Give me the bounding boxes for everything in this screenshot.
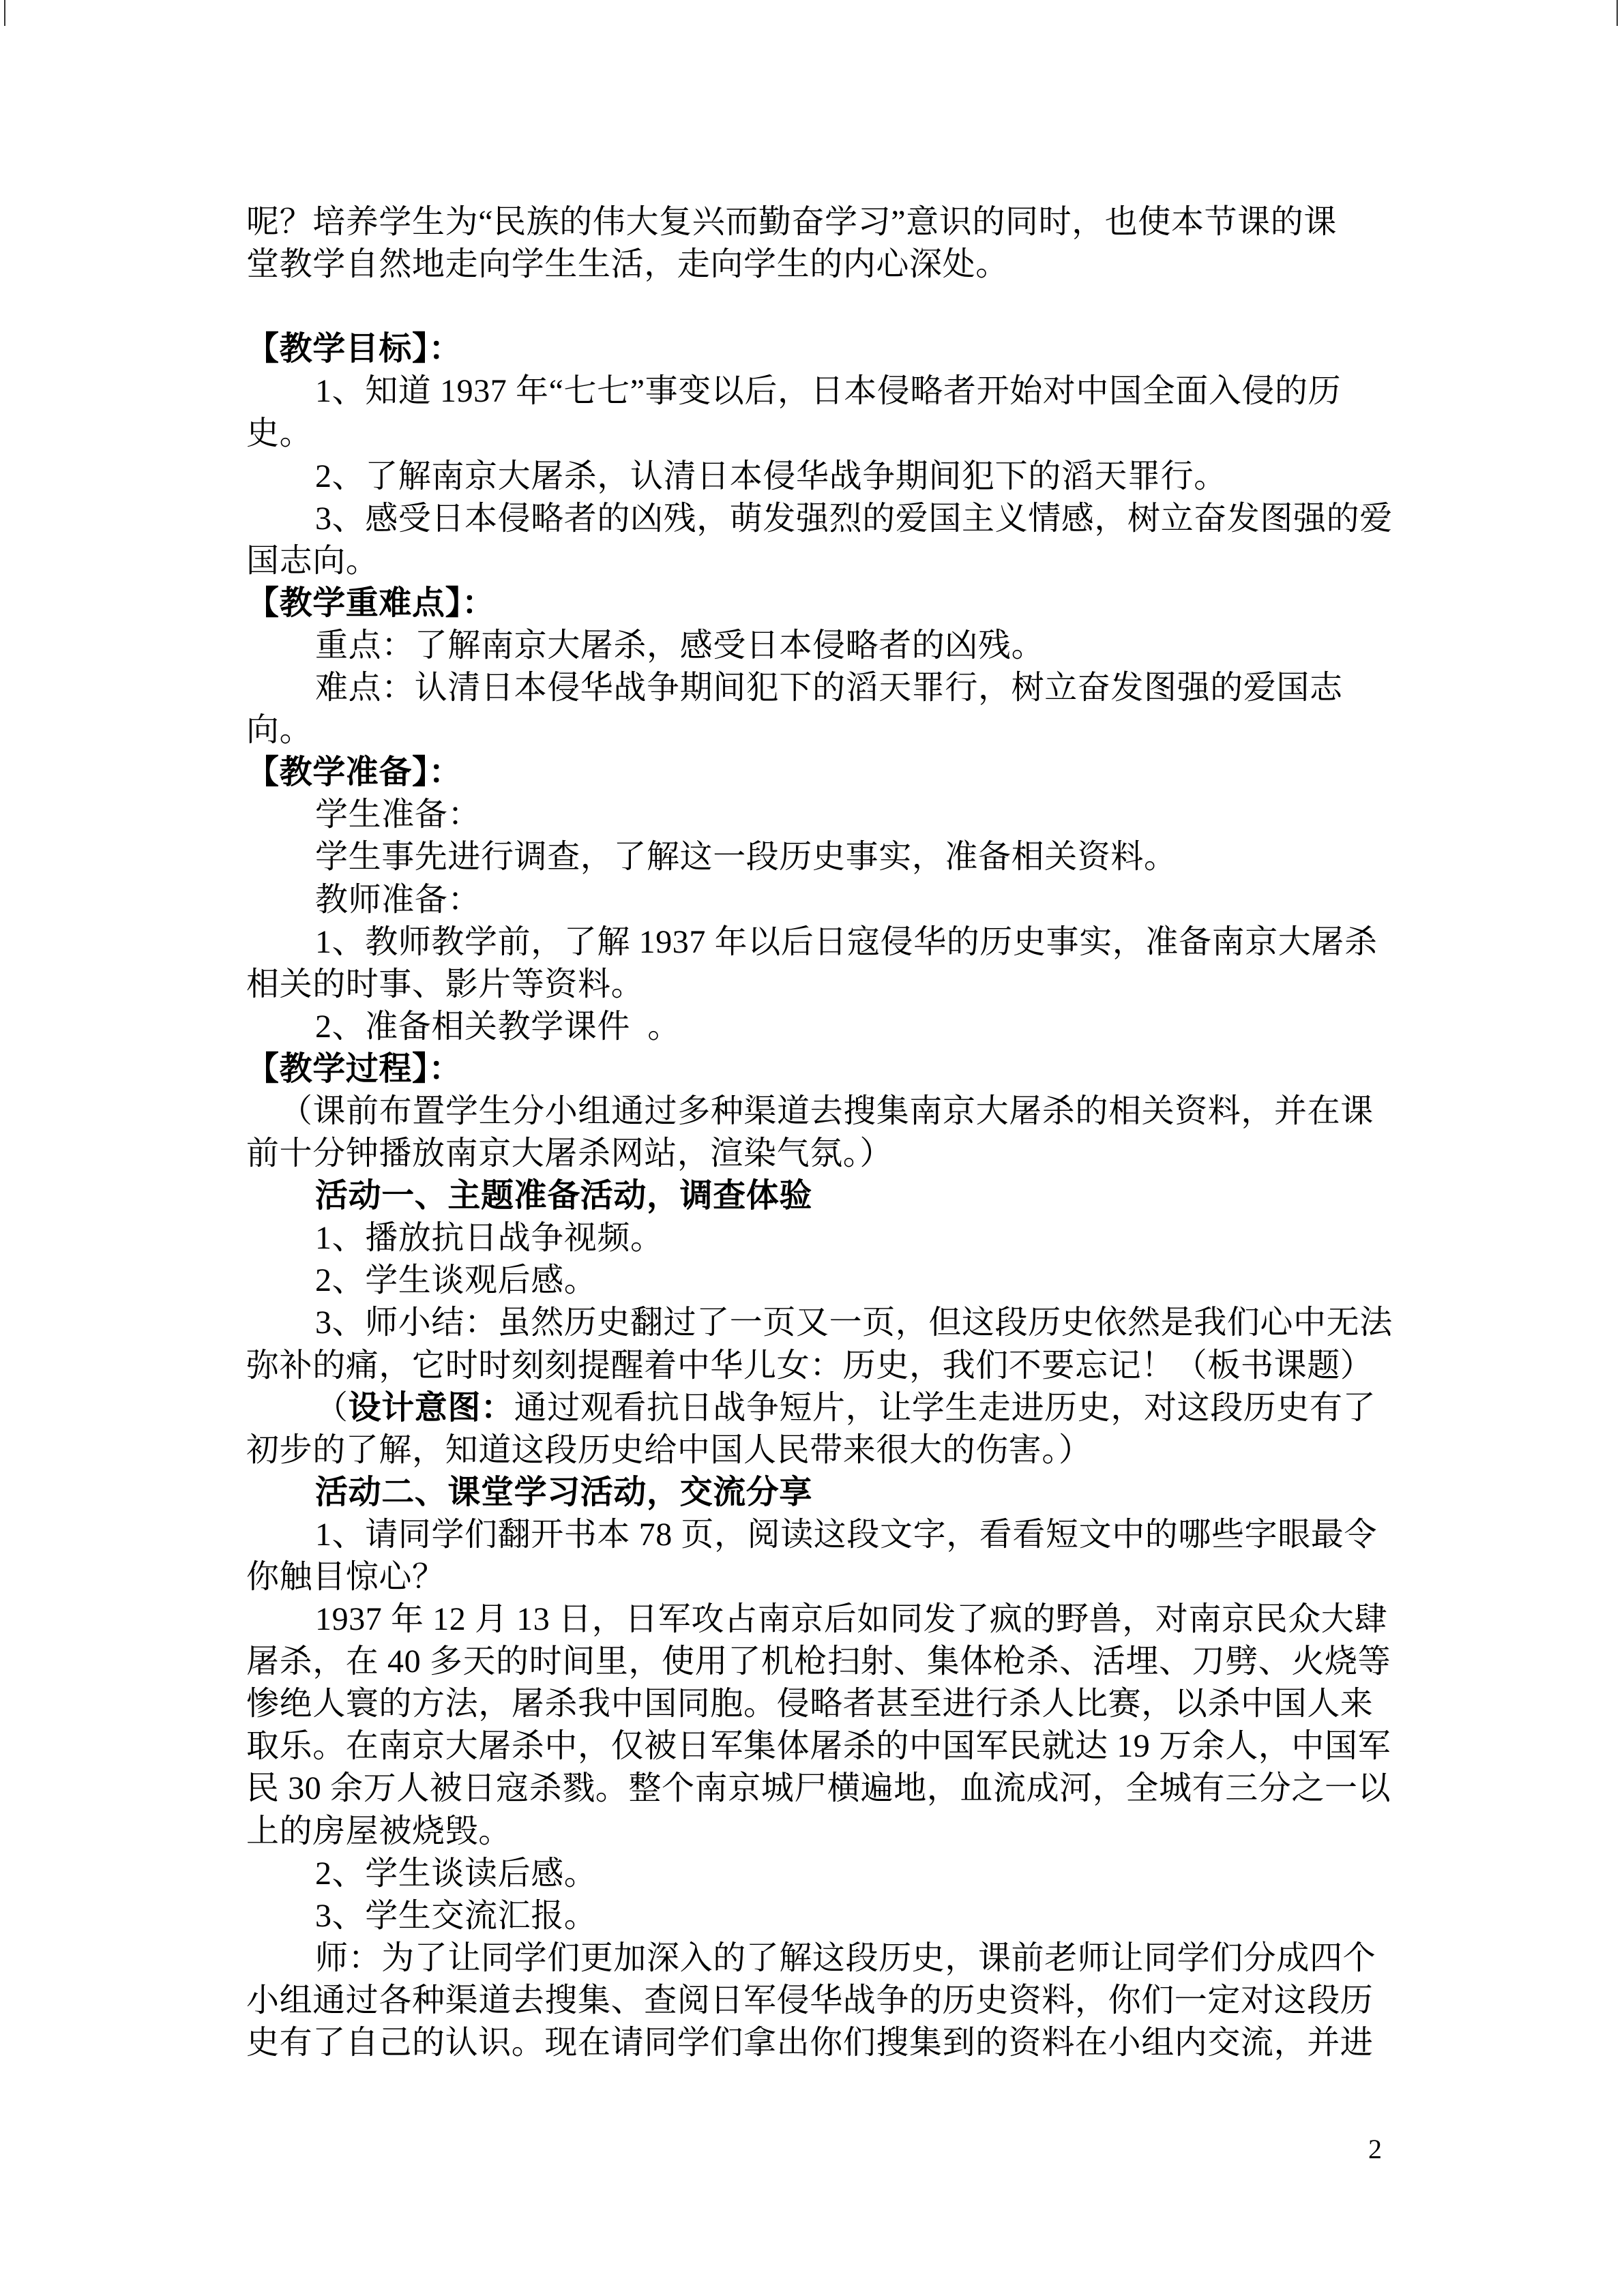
activity-2-title: 活动二、课堂学习活动，交流分享 xyxy=(315,1474,813,1510)
objective-item-line: 1、知道 1937 年“七七”事变以后，日本侵略者开始对中国全面入侵的历 xyxy=(315,373,1342,410)
activity-2-step-line: 3、学生交流汇报。 xyxy=(315,1897,597,1934)
design-intent-line xyxy=(246,1387,1406,1429)
reading-passage-line: 屠杀，在 40 多天的时间里，使用了机枪扫射、集体枪杀、活埋、刀劈、火烧等 xyxy=(246,1643,1391,1680)
key-point-line: 重点：了解南京大屠杀，感受日本侵略者的凶残。 xyxy=(315,627,1045,664)
crop-mark-left xyxy=(4,0,5,26)
teacher-preparation-label: 教师准备： xyxy=(315,881,482,918)
activity-1-step-line: 2、学生谈观后感。 xyxy=(315,1262,597,1299)
activity-1-step-line: 1、播放抗日战争视频。 xyxy=(315,1220,664,1257)
activity-1-step-line: 3、师小结：虽然历史翻过了一页又一页，但这段历史依然是我们心中无法 xyxy=(315,1304,1393,1341)
teacher-preparation-item-line: 相关的时事、影片等资料。 xyxy=(246,966,645,1002)
intro-line: 呢？培养学生为“民族的伟大复兴而勤奋学习”意识的同时，也使本节课的课 xyxy=(246,204,1338,240)
activity-2-step-line: 2、学生谈读后感。 xyxy=(315,1855,597,1892)
activity-1-step-line: 弥补的痛，它时时刻刻提醒着中华儿女：历史，我们不要忘记！（板书课题） xyxy=(246,1347,1374,1384)
teacher-talk-line: 史有了自己的认识。现在请同学们拿出你们搜集到的资料在小组内交流，并进 xyxy=(246,2025,1374,2061)
difficult-point-line: 向。 xyxy=(246,712,313,749)
student-preparation-text: 学生事先进行调查，了解这一段历史事实，准备相关资料。 xyxy=(315,839,1177,876)
page-body xyxy=(246,201,1406,2064)
section-heading-objectives: 【教学目标】： xyxy=(246,331,462,368)
design-intent-label: 设计意图： xyxy=(348,1389,514,1426)
teacher-preparation-item-line: 2、准备相关教学课件 。 xyxy=(315,1008,681,1045)
activity-2-step-line: 你触目惊心？ xyxy=(246,1559,445,1595)
teacher-talk-line: 小组通过各种渠道去搜集、查阅日军侵华战争的历史资料，你们一定对这段历 xyxy=(246,1982,1374,2018)
student-preparation-label: 学生准备： xyxy=(315,796,482,833)
reading-passage-line: 惨绝人寰的方法，屠杀我中国同胞。侵略者甚至进行杀人比赛，以杀中国人来 xyxy=(246,1686,1374,1723)
page-number: 2 xyxy=(1368,2134,1382,2164)
activity-2-step-line: 1、请同学们翻开书本 78 页，阅读这段文字，看看短文中的哪些字眼最令 xyxy=(315,1516,1378,1553)
design-intent-text: 通过观看抗日战争短片，让学生走进历史，对这段历史有了 xyxy=(514,1389,1376,1426)
objective-item-line: 国志向。 xyxy=(246,542,379,579)
activity-1-title: 活动一、主题准备活动，调查体验 xyxy=(315,1178,813,1214)
intro-line: 堂教学自然地走向学生生活，走向学生的内心深处。 xyxy=(246,246,1009,283)
objective-item-line: 史。 xyxy=(246,415,313,452)
pre-class-note-line: 前十分钟播放南京大屠杀网站，渲染气氛。） xyxy=(246,1135,894,1172)
section-heading-key-points: 【教学重难点】： xyxy=(246,584,495,621)
teacher-preparation-item-line: 1、教师教学前，了解 1937 年以后日寇侵华的历史事实，准备南京大屠杀 xyxy=(315,923,1378,960)
section-heading-preparation: 【教学准备】： xyxy=(246,754,462,791)
teacher-talk-line: 师：为了让同学们更加深入的了解这段历史，课前老师让同学们分成四个 xyxy=(315,1939,1376,1976)
objective-item-line: 2、了解南京大屠杀，认清日本侵华战争期间犯下的滔天罪行。 xyxy=(315,458,1227,494)
section-heading-process: 【教学过程】： xyxy=(246,1050,462,1087)
blank-line xyxy=(246,286,1406,328)
reading-passage-line: 取乐。在南京大屠杀中，仅被日军集体屠杀的中国军民就达 19 万余人，中国军 xyxy=(246,1728,1391,1765)
objective-item-line: 3、感受日本侵略者的凶残，萌发强烈的爱国主义情感，树立奋发图强的爱 xyxy=(315,500,1393,537)
design-intent-open-paren: （ xyxy=(315,1389,349,1426)
reading-passage-line: 1937 年 12 月 13 日，日军攻占南京后如同发了疯的野兽，对南京民众大肆 xyxy=(315,1601,1388,1638)
design-intent-line: 初步的了解，知道这段历史给中国人民带来很大的伤害。） xyxy=(246,1431,1092,1468)
reading-passage-line: 民 30 余万人被日寇杀戮。整个南京城尸横遍地，血流成河，全城有三分之一以 xyxy=(246,1770,1391,1807)
crop-mark-right xyxy=(1616,0,1618,26)
reading-passage-line: 上的房屋被烧毁。 xyxy=(246,1813,512,1849)
difficult-point-line: 难点：认清日本侵华战争期间犯下的滔天罪行，树立奋发图强的爱国志 xyxy=(315,670,1343,706)
pre-class-note-line: （课前布置学生分小组通过多种渠道去搜集南京大屠杀的相关资料，并在课 xyxy=(280,1092,1374,1129)
